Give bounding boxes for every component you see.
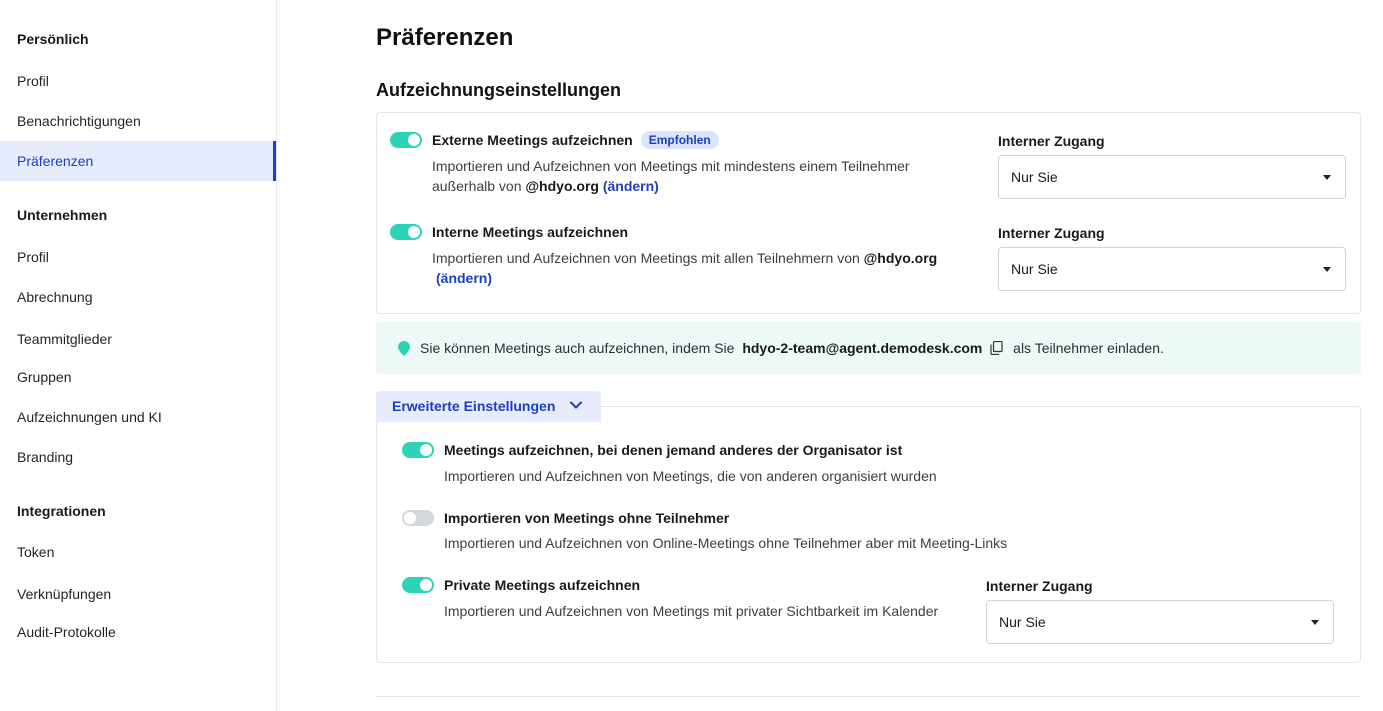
sidebar-item-billing[interactable]: Abrechnung	[17, 289, 93, 305]
location-pin-icon	[398, 341, 410, 356]
internal-meetings-toggle[interactable]	[390, 224, 422, 240]
sidebar-item-audit-logs[interactable]: Audit-Protokolle	[17, 624, 116, 640]
chevron-down-icon	[570, 401, 582, 409]
recommended-badge: Empfohlen	[641, 131, 719, 149]
sidebar-section-personal: Persönlich	[17, 31, 89, 47]
external-meetings-toggle[interactable]	[390, 132, 422, 148]
private-access-value: Nur Sie	[999, 614, 1046, 630]
private-meetings-description: Importieren und Aufzeichnen von Meetings mit privater Sichtbarkeit im Kalender	[444, 603, 939, 619]
settings-sidebar	[0, 0, 277, 711]
no-participants-toggle[interactable]	[402, 510, 434, 526]
internal-access-select[interactable]	[998, 247, 1346, 291]
sidebar-item-branding[interactable]: Branding	[17, 449, 74, 465]
external-access-value: Nur Sie	[1011, 169, 1058, 185]
private-meetings-toggle[interactable]	[402, 577, 434, 593]
internal-desc-line1: Importieren und Aufzeichnen von Meetings mit allen Teilnehmern von	[432, 250, 860, 266]
internal-meetings-description	[432, 248, 992, 288]
no-participants-title: Importieren von Meetings ohne Teilnehmer	[444, 510, 730, 526]
info-suffix: als Teilnehmer einladen.	[1013, 340, 1164, 356]
internal-change-link[interactable]: (ändern)	[436, 270, 492, 286]
recording-settings-card	[376, 112, 1361, 314]
caret-down-icon	[1323, 267, 1331, 272]
external-desc-prefix: außerhalb von	[432, 178, 522, 194]
sidebar-item-company-profile[interactable]: Profil	[17, 249, 49, 265]
toggle-knob	[408, 134, 420, 146]
sidebar-item-groups[interactable]: Gruppen	[17, 369, 72, 385]
sidebar-item-personal-profile[interactable]: Profil	[17, 73, 49, 89]
sidebar-item-team-members[interactable]: Teammitglieder	[17, 331, 112, 347]
internal-access-value: Nur Sie	[1011, 261, 1058, 277]
external-access-label: Interner Zugang	[998, 133, 1105, 149]
private-access-label: Interner Zugang	[986, 578, 1093, 594]
advanced-settings-label: Erweiterte Einstellungen	[392, 398, 556, 414]
caret-down-icon	[1323, 175, 1331, 180]
sidebar-item-preferences[interactable]: Präferenzen	[0, 141, 276, 181]
toggle-knob	[420, 444, 432, 456]
other-organizer-title: Meetings aufzeichnen, bei denen jemand anderes der Organisator ist	[444, 442, 903, 458]
caret-down-icon	[1311, 620, 1319, 625]
sidebar-item-recordings-ai[interactable]: Aufzeichnungen und KI	[17, 409, 162, 425]
copy-icon[interactable]	[990, 341, 1003, 355]
no-participants-description: Importieren und Aufzeichnen von Online-Meetings ohne Teilnehmer aber mit Meeting-Links	[444, 535, 1008, 551]
other-organizer-toggle[interactable]	[402, 442, 434, 458]
advanced-settings-card	[376, 406, 1361, 663]
external-access-select[interactable]	[998, 155, 1346, 199]
internal-access-label: Interner Zugang	[998, 225, 1105, 241]
bot-email: hdyo-2-team@agent.demodesk.com	[742, 340, 983, 356]
sidebar-item-connections[interactable]: Verknüpfungen	[17, 586, 112, 602]
toggle-knob	[404, 512, 416, 524]
external-meetings-title	[432, 131, 719, 149]
preferences-main	[376, 0, 1361, 711]
section-title-recording: Aufzeichnungseinstellungen	[376, 80, 622, 100]
external-domain: @hdyo.org	[525, 178, 599, 194]
external-meetings-label: Externe Meetings aufzeichnen	[432, 132, 633, 148]
internal-meetings-title: Interne Meetings aufzeichnen	[432, 224, 629, 240]
external-desc-line1: Importieren und Aufzeichnen von Meetings mit mindestens einem Teilnehmer	[432, 158, 910, 174]
private-meetings-title: Private Meetings aufzeichnen	[444, 577, 641, 593]
toggle-knob	[420, 579, 432, 591]
sidebar-item-tokens[interactable]: Token	[17, 544, 55, 560]
page-title: Präferenzen	[376, 24, 514, 51]
invite-bot-info-banner	[376, 322, 1361, 374]
section-divider	[376, 696, 1361, 697]
other-organizer-description: Importieren und Aufzeichnen von Meetings, die von anderen organisiert wurden	[444, 468, 937, 484]
sidebar-section-company: Unternehmen	[17, 207, 108, 223]
toggle-knob	[408, 226, 420, 238]
internal-domain: @hdyo.org	[863, 250, 938, 266]
info-prefix: Sie können Meetings auch aufzeichnen, indem Sie	[420, 340, 735, 356]
sidebar-section-integrations: Integrationen	[17, 503, 106, 519]
sidebar-item-notifications[interactable]: Benachrichtigungen	[17, 113, 141, 129]
info-text	[420, 340, 1164, 356]
advanced-settings-toggle-button[interactable]	[376, 391, 601, 422]
external-meetings-description	[432, 156, 972, 196]
external-change-link[interactable]: (ändern)	[602, 178, 659, 194]
private-access-select[interactable]	[986, 600, 1334, 644]
